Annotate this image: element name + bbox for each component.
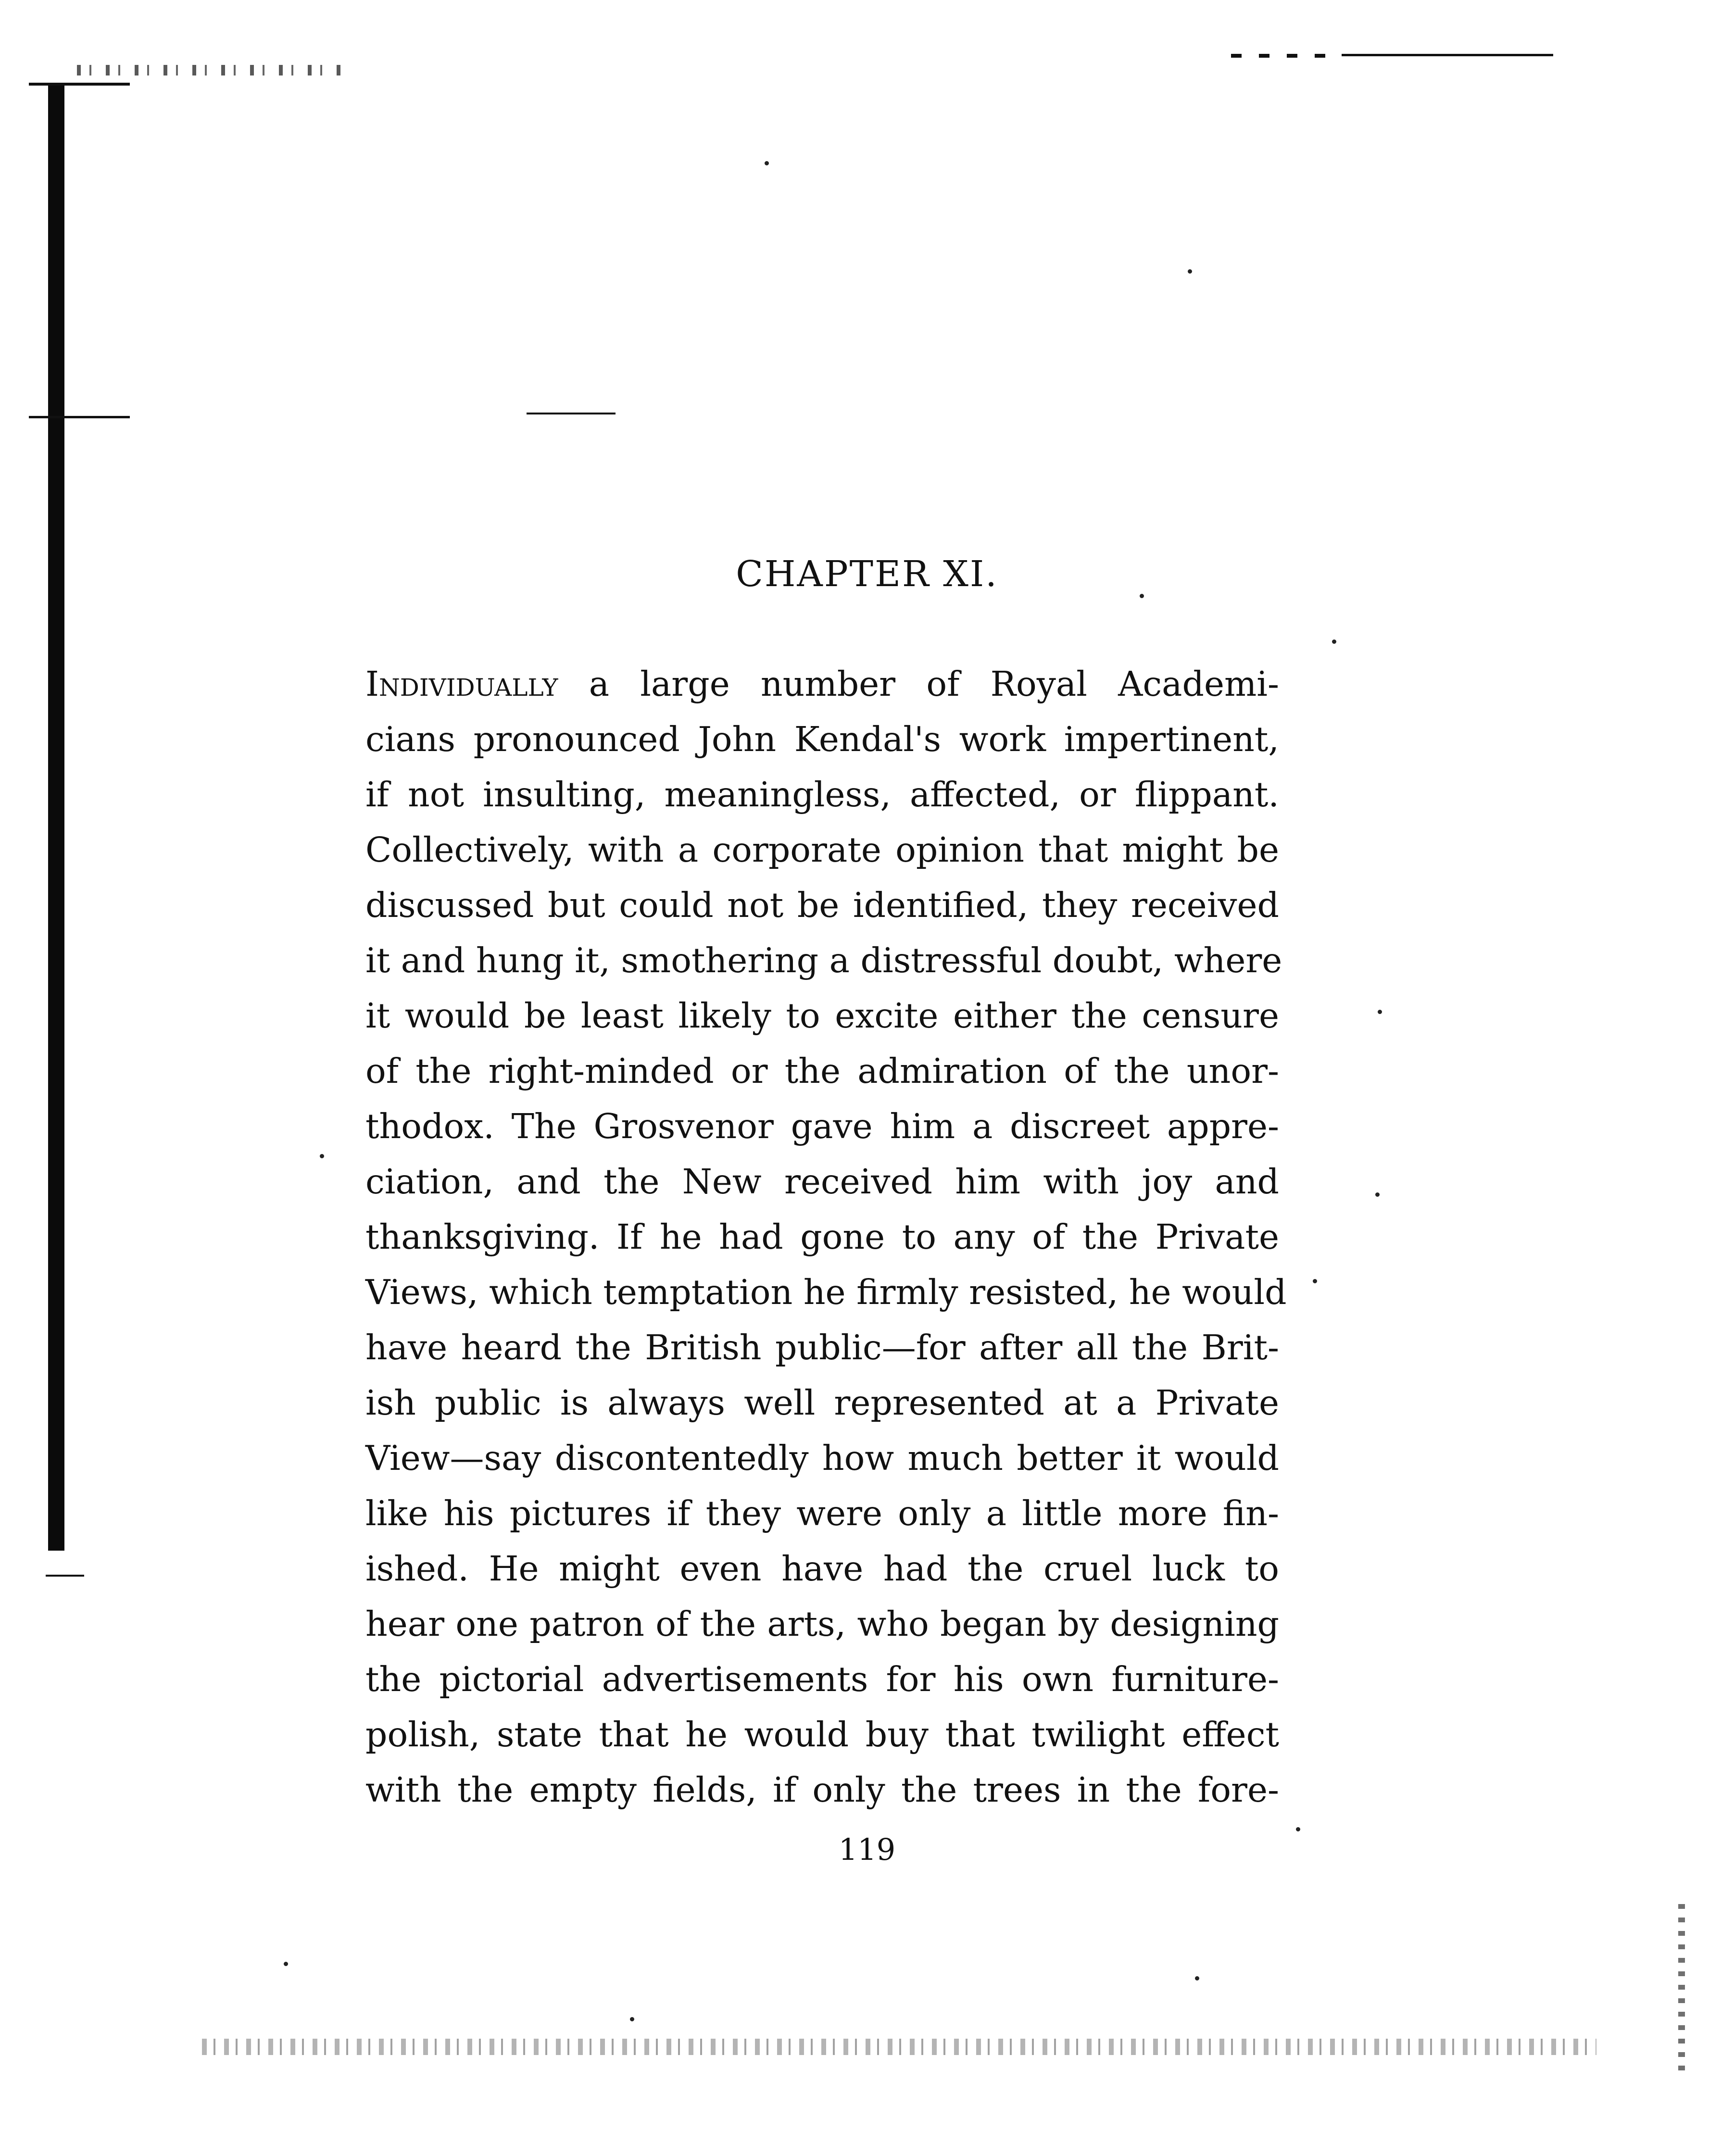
scan-speck — [1313, 1279, 1317, 1283]
scan-edge-bar — [48, 84, 64, 1551]
first-line-rest: a large number of Royal Academi- — [558, 664, 1279, 704]
text-line: it and hung it, smothering a distressful doubt, where — [365, 940, 1282, 980]
scan-speck — [1332, 639, 1336, 644]
scan-speck — [765, 161, 769, 165]
scan-speck — [1378, 1010, 1382, 1014]
scan-speck — [284, 1962, 288, 1966]
text-line: Views, which temptation he firmly resisted, he would — [365, 1272, 1287, 1312]
scan-speck — [1375, 1192, 1380, 1197]
scan-top-rule — [1342, 54, 1553, 56]
page-number: 119 — [838, 1832, 896, 1867]
scan-speck — [1195, 1976, 1199, 1981]
text-line: like his pictures if they were only a little more fin- — [365, 1493, 1279, 1533]
scan-edge-mark — [46, 1575, 84, 1577]
text-line: it would be least likely to excite either the censure — [365, 996, 1279, 1036]
scan-speck — [320, 1154, 324, 1158]
opening-word: Individually — [365, 664, 558, 704]
text-line: with the empty fields, if only the trees in the fore- — [365, 1770, 1279, 1810]
text-line: if not insulting, meaningless, affected, or flippant. — [365, 775, 1279, 815]
scan-speck — [1296, 1827, 1300, 1831]
text-line: polish, state that he would buy that twilight effect — [365, 1715, 1279, 1755]
text-line: ciation, and the New received him with joy and — [365, 1162, 1279, 1202]
scan-noise — [1678, 1904, 1685, 2077]
text-line: hear one patron of the arts, who began by designing — [365, 1604, 1279, 1644]
text-line: cians pronounced John Kendal's work impertinent, — [365, 719, 1279, 759]
scan-edge-mark — [29, 83, 130, 86]
text-line: have heard the British public—for after all the Brit- — [365, 1328, 1279, 1367]
scan-speck — [1188, 269, 1192, 274]
scan-speck — [630, 2017, 634, 2021]
scan-top-dashes — [1231, 54, 1327, 58]
text-line: discussed but could not be identified, they received — [365, 885, 1279, 925]
text-line: View—say discontentedly how much better it would — [365, 1438, 1279, 1478]
scan-noise — [77, 65, 346, 75]
body-text — [365, 656, 1287, 1818]
text-line: ished. He might even have had the cruel luck to — [365, 1549, 1279, 1589]
text-line: Collectively, with a corporate opinion that might be — [365, 830, 1279, 870]
text-line: ish public is always well represented at a Private — [365, 1383, 1279, 1423]
scan-short-rule — [527, 413, 616, 414]
text-line: the pictorial advertisements for his own furniture- — [365, 1659, 1279, 1699]
text-line: of the right-minded or the admiration of the unor- — [365, 1051, 1279, 1091]
scan-noise — [202, 2039, 1596, 2055]
text-line: thanksgiving. If he had gone to any of the Private — [365, 1217, 1279, 1257]
chapter-heading: CHAPTER XI. — [736, 553, 998, 595]
scan-edge-mark — [29, 416, 130, 418]
text-line: thodox. The Grosvenor gave him a discreet appre- — [365, 1106, 1279, 1146]
text-line-first — [365, 656, 1279, 712]
